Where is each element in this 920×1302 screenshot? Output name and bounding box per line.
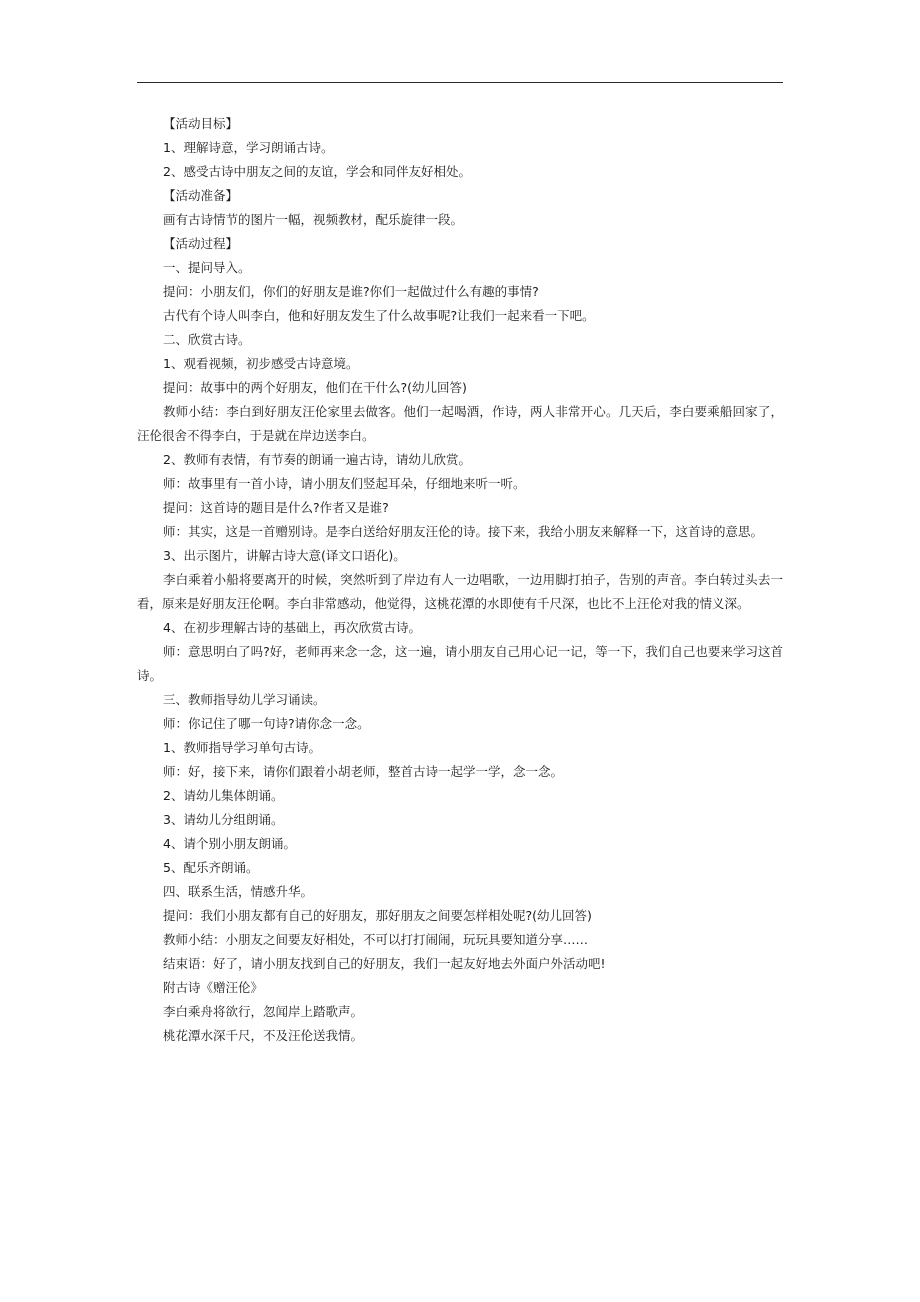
section-title: 四、联系生活，情感升华。 (163, 884, 314, 899)
step-item: 1、观看视频，初步感受古诗意境。 (163, 356, 359, 371)
step-item: 3、请幼儿分组朗诵。 (163, 812, 284, 827)
paragraph: 结束语：好了，请小朋友找到自己的好朋友，我们一起友好地去外面户外活动吧! (163, 956, 606, 971)
heading-process: 【活动过程】 (163, 236, 239, 251)
poem-line: 桃花潭水深千尺，不及汪伦送我情。 (163, 1028, 364, 1043)
paragraph: 师：意思明白了吗?好，老师再来念一念，这一遍，请小朋友自己用心记一记，等一下，我们自己也要来学习这首诗。 (137, 644, 783, 683)
heading-goals: 【活动目标】 (163, 116, 239, 131)
paragraph: 提问：小朋友们，你们的好朋友是谁?你们一起做过什么有趣的事情? (163, 284, 539, 299)
paragraph: 提问：这首诗的题目是什么?作者又是谁? (163, 500, 389, 515)
poem-title: 附古诗《赠汪伦》 (163, 980, 264, 995)
section-title: 三、教师指导幼儿学习诵读。 (163, 692, 326, 707)
step-item: 2、教师有表情，有节奏的朗诵一遍古诗，请幼儿欣赏。 (163, 452, 471, 467)
paragraph: 师：好，接下来，请你们跟着小胡老师，整首古诗一起学一学，念一念。 (163, 764, 564, 779)
paragraph: 画有古诗情节的图片一幅，视频教材，配乐旋律一段。 (163, 212, 464, 227)
step-item: 5、配乐齐朗诵。 (163, 860, 259, 875)
goal-item: 2、感受古诗中朋友之间的友谊，学会和同伴友好相处。 (163, 164, 471, 179)
paragraph: 李白乘着小船将要离开的时候，突然听到了岸边有人一边唱歌，一边用脚打拍子，告别的声音。李白转过头去一看，原来是好朋友汪伦啊。李白非常感动，他觉得，这桃花潭的水即使有千尺深，也比不上汪伦对我的情义深。 (137, 572, 783, 611)
header-rule (137, 82, 783, 83)
step-item: 4、在初步理解古诗的基础上，再次欣赏古诗。 (163, 620, 421, 635)
poem-line: 李白乘舟将欲行，忽闻岸上踏歌声。 (163, 1004, 364, 1019)
paragraph: 师：你记住了哪一句诗?请你念一念。 (163, 716, 370, 731)
paragraph: 教师小结：小朋友之间要友好相处，不可以打打闹闹，玩玩具要知道分享…… (163, 932, 589, 947)
section-title: 一、提问导入。 (163, 260, 251, 275)
step-item: 1、教师指导学习单句古诗。 (163, 740, 321, 755)
paragraph: 古代有个诗人叫李白，他和好朋友发生了什么故事呢?让我们一起来看一下吧。 (163, 308, 595, 323)
section-title: 二、欣赏古诗。 (163, 332, 251, 347)
paragraph: 师：其实，这是一首赠别诗。是李白送给好朋友汪伦的诗。接下来，我给小朋友来解释一下，这首诗的意思。 (163, 524, 764, 539)
document-body (137, 112, 783, 1048)
paragraph: 提问：我们小朋友都有自己的好朋友，那好朋友之间要怎样相处呢?(幼儿回答) (163, 908, 592, 923)
paragraph: 师：故事里有一首小诗，请小朋友们竖起耳朵，仔细地来听一听。 (163, 476, 526, 491)
step-item: 2、请幼儿集体朗诵。 (163, 788, 284, 803)
heading-preparation: 【活动准备】 (163, 188, 239, 203)
step-item: 3、出示图片，讲解古诗大意(译文口语化)。 (163, 548, 406, 563)
paragraph: 教师小结：李白到好朋友汪伦家里去做客。他们一起喝酒，作诗，两人非常开心。几天后，李白要乘船回家了，汪伦很舍不得李白，于是就在岸边送李白。 (137, 404, 783, 443)
paragraph: 提问：故事中的两个好朋友，他们在干什么?(幼儿回答) (163, 380, 467, 395)
goal-item: 1、理解诗意，学习朗诵古诗。 (163, 140, 334, 155)
step-item: 4、请个别小朋友朗诵。 (163, 836, 296, 851)
